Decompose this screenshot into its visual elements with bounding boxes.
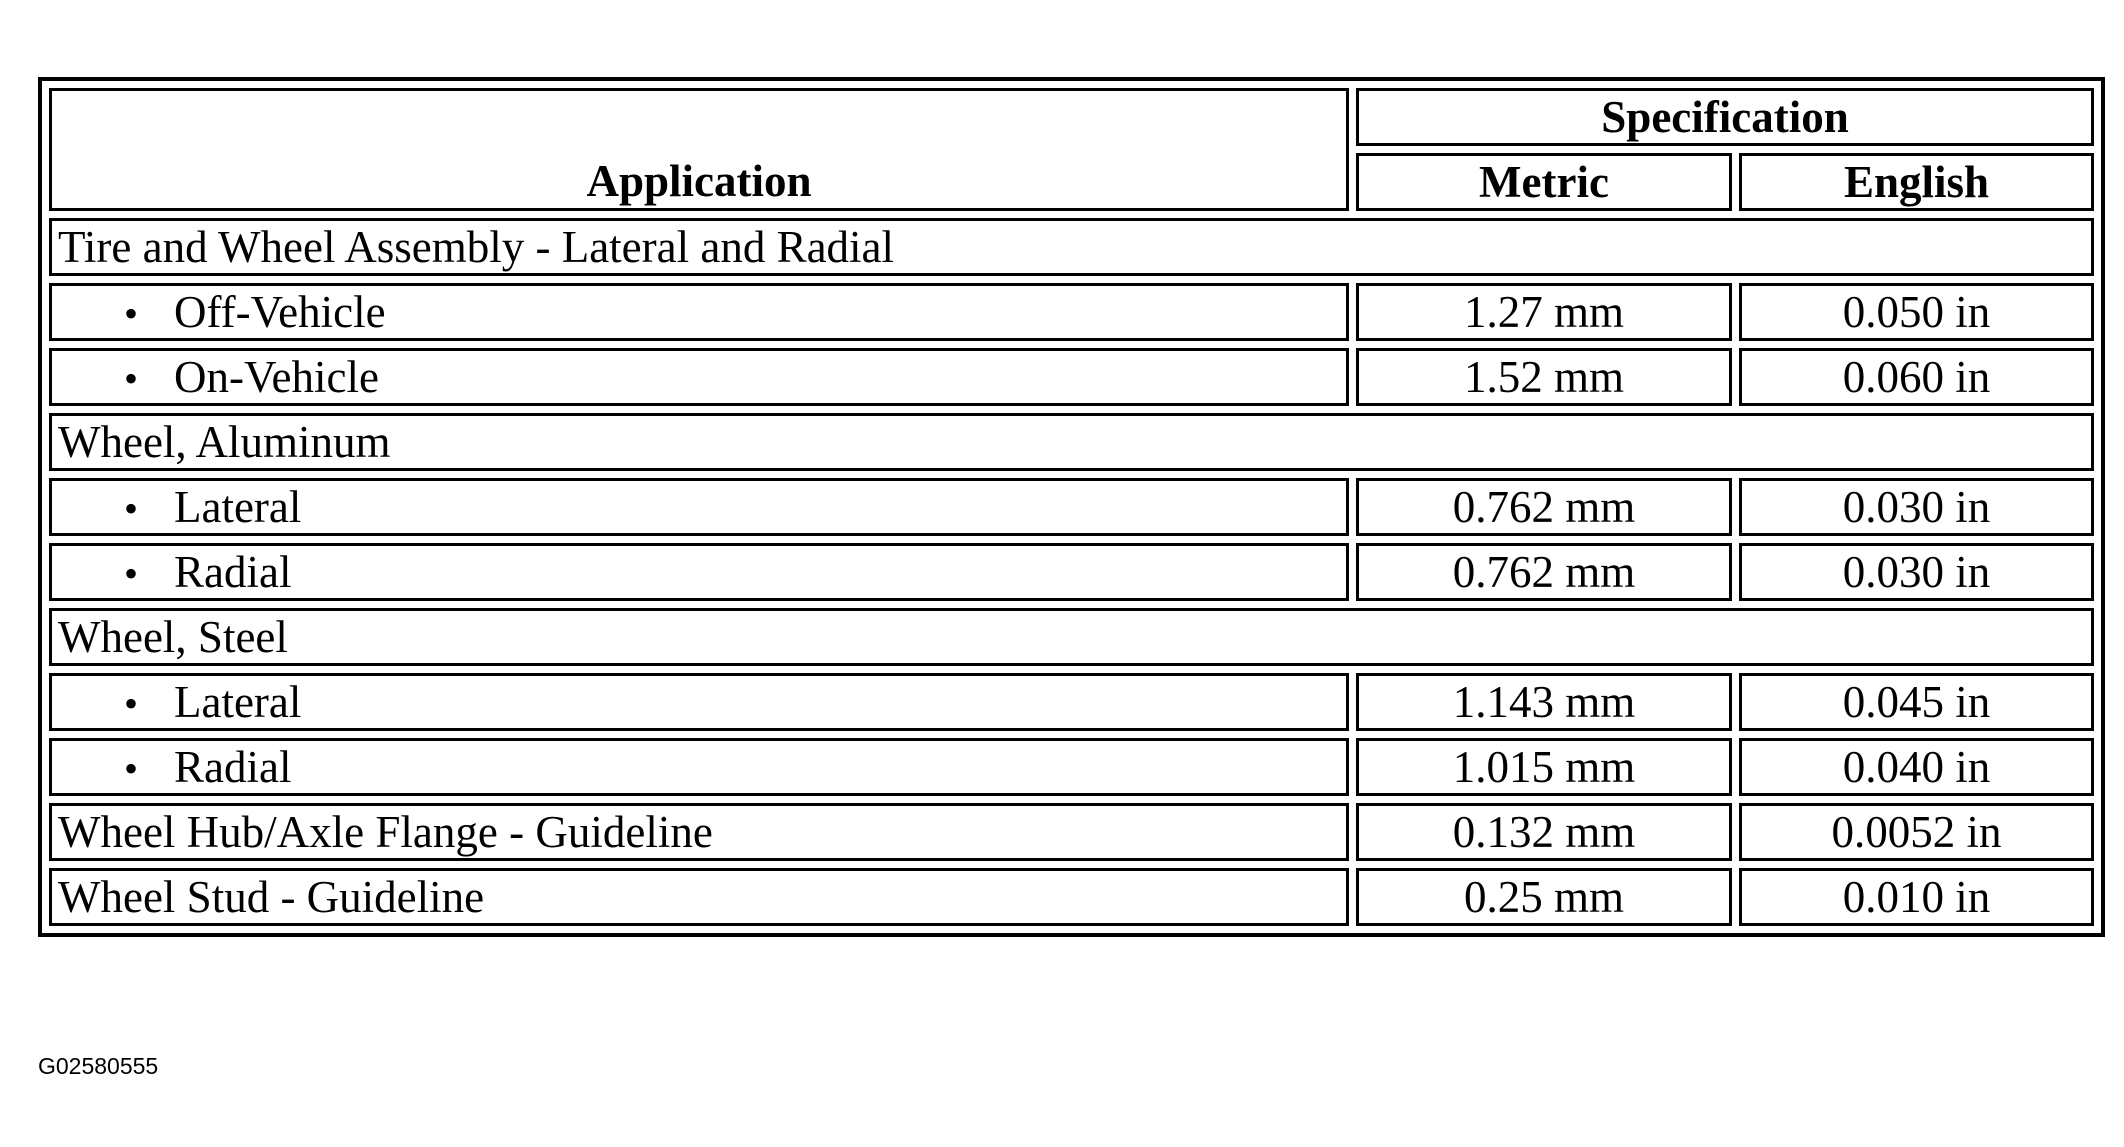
row-label: Lateral <box>174 481 302 532</box>
bullet-icon: • <box>124 355 139 401</box>
application-header: Application <box>49 88 1349 211</box>
table-row <box>49 478 2094 536</box>
english-value: 0.0052 in <box>1739 803 2094 861</box>
metric-header: Metric <box>1356 153 1732 211</box>
figure-id: G02580555 <box>38 1053 159 1079</box>
runout-specification-table <box>38 77 2105 937</box>
english-value: 0.060 in <box>1739 348 2094 406</box>
table-row <box>49 283 2094 341</box>
table-row <box>49 868 2094 926</box>
section-row <box>49 218 2094 276</box>
english-value: 0.040 in <box>1739 738 2094 796</box>
row-label-cell <box>49 283 1349 341</box>
specification-header: Specification <box>1356 88 2094 146</box>
metric-value: 0.762 mm <box>1356 478 1732 536</box>
metric-value: 1.143 mm <box>1356 673 1732 731</box>
bullet-icon: • <box>124 485 139 531</box>
bullet-icon: • <box>124 550 139 596</box>
table-row <box>49 738 2094 796</box>
row-label-cell <box>49 543 1349 601</box>
row-label: Lateral <box>174 676 302 727</box>
row-label: Off-Vehicle <box>174 286 386 337</box>
section-title: Tire and Wheel Assembly - Lateral and Radial <box>49 218 2094 276</box>
bullet-icon: • <box>124 680 139 726</box>
bullet-icon: • <box>124 745 139 791</box>
section-row <box>49 608 2094 666</box>
row-label: Wheel Hub/Axle Flange - Guideline <box>49 803 1349 861</box>
english-header: English <box>1739 153 2094 211</box>
row-label: Radial <box>174 741 292 792</box>
row-label: Wheel Stud - Guideline <box>49 868 1349 926</box>
english-value: 0.030 in <box>1739 478 2094 536</box>
row-label-cell <box>49 738 1349 796</box>
header-row-top <box>49 88 2094 146</box>
table-row <box>49 673 2094 731</box>
section-title: Wheel, Aluminum <box>49 413 2094 471</box>
english-value: 0.030 in <box>1739 543 2094 601</box>
section-title: Wheel, Steel <box>49 608 2094 666</box>
metric-value: 0.25 mm <box>1356 868 1732 926</box>
table-row <box>49 803 2094 861</box>
metric-value: 1.52 mm <box>1356 348 1732 406</box>
section-row <box>49 413 2094 471</box>
row-label: Radial <box>174 546 292 597</box>
metric-value: 1.015 mm <box>1356 738 1732 796</box>
english-value: 0.045 in <box>1739 673 2094 731</box>
english-value: 0.010 in <box>1739 868 2094 926</box>
english-value: 0.050 in <box>1739 283 2094 341</box>
metric-value: 1.27 mm <box>1356 283 1732 341</box>
metric-value: 0.132 mm <box>1356 803 1732 861</box>
metric-value: 0.762 mm <box>1356 543 1732 601</box>
table-row <box>49 348 2094 406</box>
row-label: On-Vehicle <box>174 351 379 402</box>
row-label-cell <box>49 348 1349 406</box>
table-row <box>49 543 2094 601</box>
row-label-cell <box>49 478 1349 536</box>
bullet-icon: • <box>124 290 139 336</box>
row-label-cell <box>49 673 1349 731</box>
